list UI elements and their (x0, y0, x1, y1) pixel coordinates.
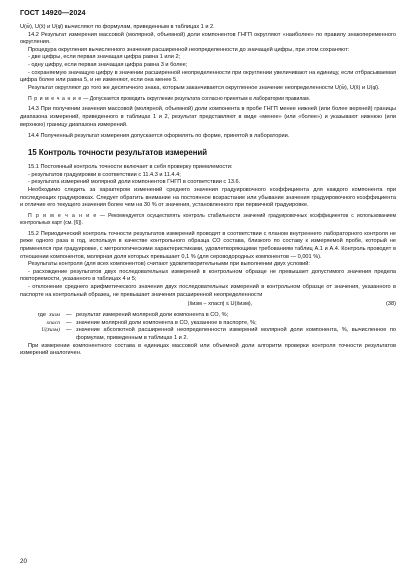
legend-row: где x̄изм — результат измерений молярной доли компонента в СО, %; (20, 312, 396, 320)
legend-symbol: xпасп (46, 319, 60, 326)
legend-row: xпасп — значение молярной доли компонента в СО, указанное в паспорте, %; (20, 320, 396, 328)
note-control-charts (20, 213, 396, 227)
paragraph-result-rounding: Результат округляют до того же десятичного знака, которым заканчивается округленное значение неопределенности U(w̄), U(x̄) и U(φ̄). (28, 84, 380, 91)
formula-38 (20, 301, 396, 310)
legend-text: значение абсолютной расширенной неопределенности измерений молярной доли компонента, %, вычисленное по формулам, приведенным в таблицах 1 и 2. (76, 327, 396, 341)
list-item: - результатов градуировки в соответствии с 11.4.3 и 11.4.4; (28, 171, 181, 178)
legend-row: U(x̄изм) — значение абсолютной расширенной неопределенности измерений молярной доли компонента, %, вычисленное по формулам, приведенным в таблицах 1 и 2. (20, 327, 396, 342)
paragraph-mass-volume-control: При измерении компонентного состава в единицах массовой или объемной доли алгоритм проверки контроля точности результатов измерений аналогичен. (20, 342, 396, 357)
note-rounding (20, 96, 396, 103)
paragraph-rounding-procedure: Процедура округления вычисленного значения расширенной неопределенности до значащей цифры, при этом сохраняют: (28, 46, 350, 53)
legend-symbol: U(x̄изм) (41, 327, 60, 334)
note-label: П р и м е ч а н и е (28, 213, 97, 220)
paragraph-14-4: 14.4 Полученный результат измерения допускается оформлять по форме, принятой в лаборатории. (28, 132, 290, 139)
paragraph-15-1: 15.1 Постоянный контроль точности включает в себя проверку приемлемости: (28, 164, 233, 171)
document-body (20, 24, 396, 358)
legend-symbol: где x̄изм (37, 312, 60, 319)
legend-text: значение молярной доли компонента в СО, указанное в паспорте, %; (76, 319, 257, 326)
list-item: - результата измерений молярной доли компонентов ГНГП в соответствии с 13.6. (28, 179, 241, 186)
standard-header: ГОСТ 14920—2024 (20, 8, 86, 17)
list-item: - две цифры, если первая значащая цифра равна 1 или 2; (28, 54, 181, 61)
formula-legend (20, 312, 396, 342)
paragraph-control-results: Результаты контроля (для всех компонентов) считают удовлетворительными при выполнении двух условий: (28, 261, 310, 268)
list-item: - сохраняемую значащую цифру в значении расширенной неопределенности при округлении увеличивают на единицу, если отбрасываемая цифра более или равна 5, и не изменяют, если она менее 5. (20, 69, 396, 84)
legend-text: результат измерений молярной доли компонента в СО, %; (76, 312, 229, 319)
list-item: - расхождение результатов двух последовательных измерений в контрольном образце не превышает допустимого значения предела повторяемости, указанного в таблицах 4 и 5; (20, 268, 396, 283)
paragraph-uncertainty-formulas: U(w̄), U(x̄) и U(φ̄) вычисляют по формулам, приведенным в таблицах 1 и 2. (20, 24, 215, 30)
paragraph-15-2: 15.2 Периодический контроль точности результатов измерений проводят в соответствии с планом внутреннего лабораторного контроля не реже одного раза в год, используя в качестве контрольного образца СО состава, близкого по составу к измеряемой пробе, который не применялся при градуировке, с метрологическими характеристиками, удовлетворяющими требованиям таблиц А.1 и А.4. Контроль проводят в отношении компонентов, молярная доля которых превышает 0,1 % (для сероводородных компонентов — 0,001 %). (20, 230, 396, 260)
list-item: - отклонение среднего арифметического значения двух последовательных измерений в контрольном образце от значения, указанного в паспорте на контрольный образец, не превышает значения расширенной неопределенности (20, 283, 396, 298)
section-title: 15 Контроль точности результатов измерений (28, 148, 208, 158)
paragraph-calibration-coefficient: Необходимо следить за характером изменений среднего значения градуировочного коэффициента для каждого компонента при последующих градуировках. Следует обратить внимание на постоянное возрастание или убывание значения градуировочного коэффициента и отличие его текущего значения более чем на 30 % от значения, установленного при первичной градуировке. (20, 187, 396, 209)
formula-number: (38) (386, 301, 396, 308)
formula-expression: |x̄изм − xпасп| ≤ U(x̄изм), (188, 301, 253, 308)
paragraph-14-3: 14.3 При получении значения массовой (молярной, объемной) доли компонента в пробе ГНГП менее нижней (или более верхней) границы диапазона измерений, приведенного в таблицах 1 и 2, результат представляют в виде «менее» (или «более») и указывают нижнюю (или верхнюю) границу диапазона измерений. (20, 106, 396, 128)
note-text: — Допускается проводить округление результата согласно принятым в лаборатории правилам. (81, 95, 311, 102)
page-number: 20 (20, 558, 27, 565)
paragraph-14-2: 14.2 Результат измерения массовой (молярной, объемной) доли компонентов ГНГП округляют «наиболее» по правилу знакопеременного округления. (20, 31, 396, 46)
note-label: П р и м е ч а н и е (28, 95, 82, 102)
list-item: - одну цифру, если первая значащая цифра равна 3 и более; (28, 61, 188, 68)
note-text: — Рекомендуется осуществлять контроль стабильности значений градуировочных коэффициентов с использованием контрольных карт (см. [6]). (20, 213, 396, 227)
